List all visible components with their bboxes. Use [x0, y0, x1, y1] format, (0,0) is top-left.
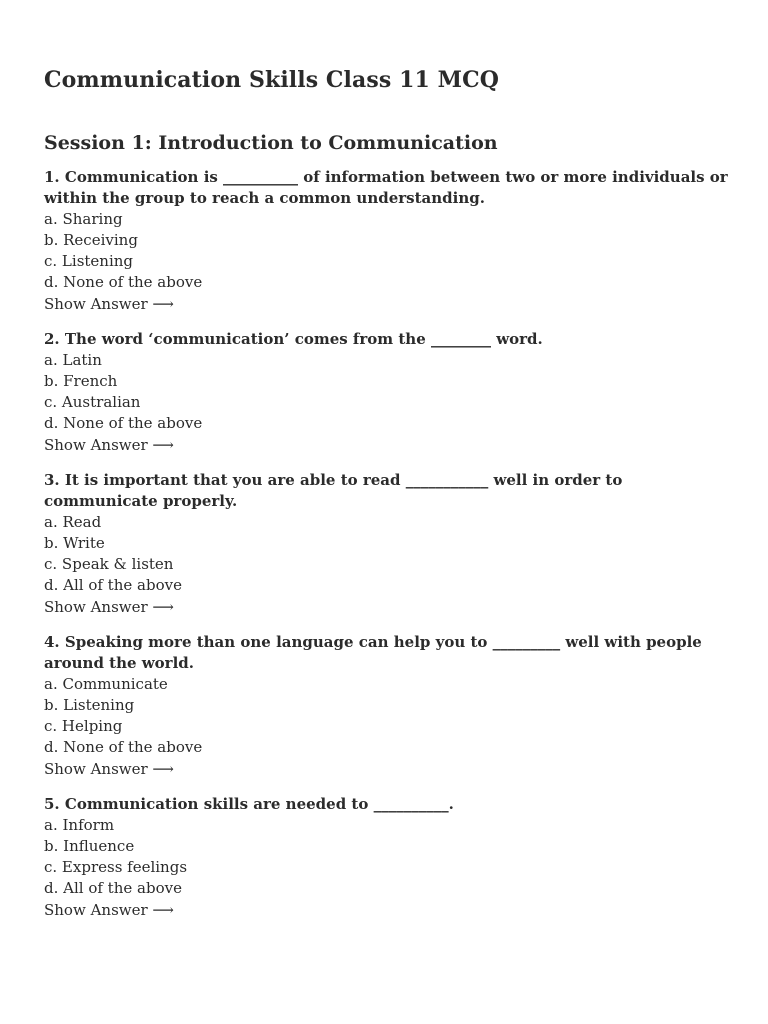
option-b: b. Influence — [44, 837, 135, 855]
option-list — [44, 350, 728, 434]
option-a: a. Latin — [44, 351, 102, 369]
show-answer-link-3[interactable]: Show Answer ⟶ — [44, 598, 174, 616]
question-text: 5. Communication skills are needed to __________. — [44, 795, 454, 813]
show-answer-link-4[interactable]: Show Answer ⟶ — [44, 760, 174, 778]
option-a: a. Communicate — [44, 675, 168, 693]
question-list — [44, 167, 728, 921]
question-4 — [44, 632, 728, 780]
option-b: b. Listening — [44, 696, 135, 714]
option-c: c. Speak & listen — [44, 555, 174, 573]
option-d: d. All of the above — [44, 879, 182, 897]
option-list — [44, 209, 728, 293]
question-text: 4. Speaking more than one language can help you to _________ well with people around the world. — [44, 633, 702, 672]
option-d: d. None of the above — [44, 738, 203, 756]
option-a: a. Inform — [44, 816, 115, 834]
question-text: 1. Communication is __________ of information between two or more individuals or within the group to reach a common understanding. — [44, 168, 728, 207]
option-c: c. Listening — [44, 252, 134, 270]
page-title: Communication Skills Class 11 MCQ — [44, 67, 499, 93]
show-answer-link-5[interactable]: Show Answer ⟶ — [44, 901, 174, 919]
question-1 — [44, 167, 728, 315]
option-c: c. Express feelings — [44, 858, 188, 876]
option-c: c. Australian — [44, 393, 141, 411]
option-d: d. None of the above — [44, 414, 203, 432]
option-a: a. Read — [44, 513, 102, 531]
option-b: b. French — [44, 372, 118, 390]
option-list — [44, 512, 728, 596]
option-b: b. Write — [44, 534, 105, 552]
option-d: d. None of the above — [44, 273, 203, 291]
question-3 — [44, 470, 728, 618]
option-b: b. Receiving — [44, 231, 138, 249]
option-a: a. Sharing — [44, 210, 123, 228]
show-answer-link-2[interactable]: Show Answer ⟶ — [44, 436, 174, 454]
question-2 — [44, 329, 728, 456]
question-text: 2. The word ‘communication’ comes from the ________ word. — [44, 330, 543, 348]
option-c: c. Helping — [44, 717, 123, 735]
question-5 — [44, 794, 728, 921]
question-text: 3. It is important that you are able to read ___________ well in order to communicate properly. — [44, 471, 623, 510]
session-title: Session 1: Introduction to Communication — [44, 132, 498, 154]
option-list — [44, 674, 728, 758]
option-d: d. All of the above — [44, 576, 182, 594]
show-answer-link-1[interactable]: Show Answer ⟶ — [44, 295, 174, 313]
option-list — [44, 815, 728, 899]
